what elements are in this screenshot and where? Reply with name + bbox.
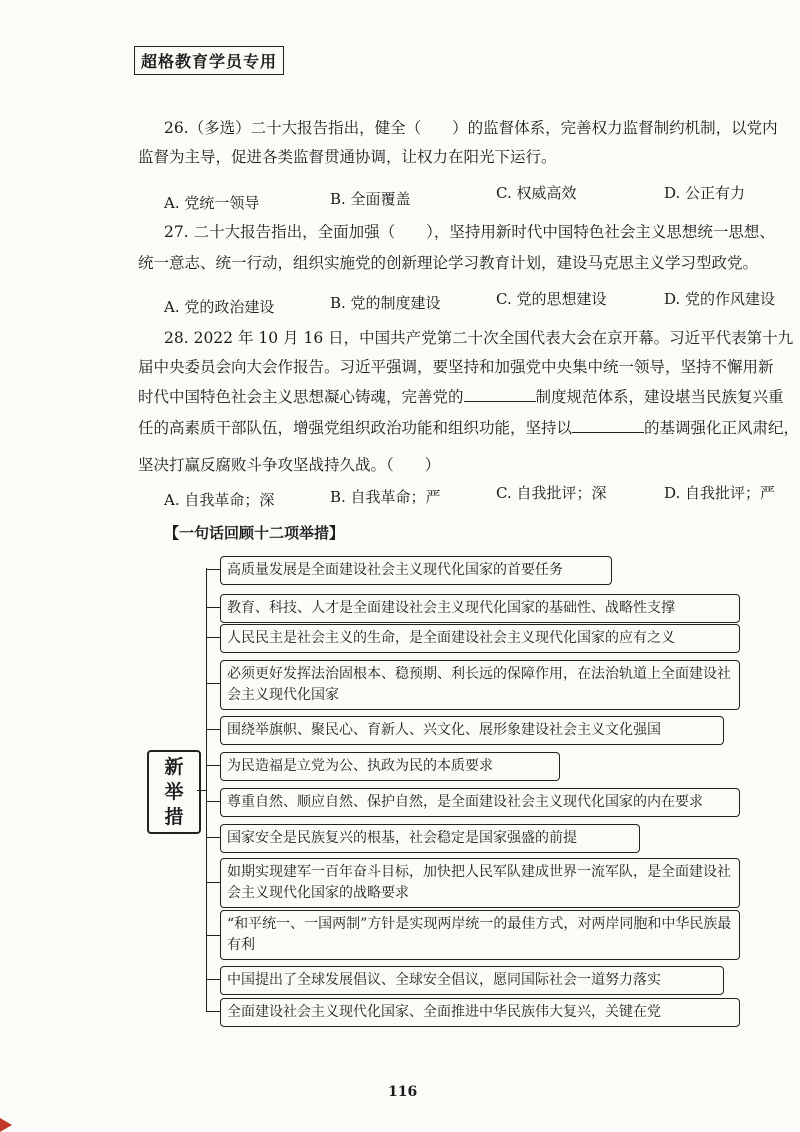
mindmap-root-char-3: 措 <box>164 805 184 828</box>
page-number: 116 <box>388 1084 418 1100</box>
q27-option-b: B. 党的制度建设 <box>330 294 441 312</box>
mindmap-item-2: 教育、科技、人才是全面建设社会主义现代化国家的基础性、战略性支撑 <box>220 594 740 623</box>
mindmap-root-char-2: 举 <box>164 780 184 803</box>
mindmap-item-10: “和平统一、一国两制”方针是实现两岸统一的最佳方式，对两岸同胞和中华民族最有利 <box>220 910 740 960</box>
connector-8 <box>206 837 220 838</box>
q28-option-b: B. 自我革命；严 <box>330 488 441 506</box>
connector-3 <box>206 637 220 638</box>
mindmap-item-3: 人民民主是社会主义的生命，是全面建设社会主义现代化国家的应有之义 <box>220 624 740 653</box>
connector-6 <box>206 765 220 766</box>
connector-9 <box>206 882 220 883</box>
q28-option-a: A. 自我革命；深 <box>164 491 275 509</box>
q28-line-4a: 任的高素质干部队伍，增强党组织政治功能和组织功能，坚持以 <box>138 419 573 437</box>
mindmap-spine <box>206 568 207 1012</box>
mindmap-item-5: 围绕举旗帜、聚民心、育新人、兴文化、展形象建设社会主义文化强国 <box>220 716 724 745</box>
q28-line-5: 坚决打赢反腐败斗争攻坚战持久战。（ ） <box>138 456 441 474</box>
mindmap-item-8: 国家安全是民族复兴的根基，社会稳定是国家强盛的前提 <box>220 824 640 853</box>
mindmap-item-12: 全面建设社会主义现代化国家、全面推进中华民族伟大复兴，关键在党 <box>220 998 740 1027</box>
connector-5 <box>206 729 220 730</box>
q27-line-1: 27. 二十大报告指出，全面加强（ ），坚持用新时代中国特色社会主义思想统一思想、 <box>164 223 775 241</box>
connector-7 <box>206 801 220 802</box>
q26-option-c: C. 权威高效 <box>496 184 577 202</box>
q28-line-1: 28. 2022 年 10 月 16 日，中国共产党第二十次全国代表大会在京开幕。习近平代表第十九 <box>164 329 794 347</box>
mindmap-item-4: 必须更好发挥法治固根本、稳预期、利长远的保障作用，在法治轨道上全面建设社会主义现代化国家 <box>220 660 740 710</box>
q26-line-1: 26.（多选）二十大报告指出，健全（ ）的监督体系，完善权力监督制约机制，以党内 <box>164 119 778 137</box>
q28-line-4b: 的基调强化正风肃纪， <box>644 419 800 437</box>
corner-mark <box>0 1118 12 1132</box>
header-tag: 超格教育学员专用 <box>134 46 284 75</box>
q28-option-c: C. 自我批评；深 <box>496 484 607 502</box>
q26-line-2: 监督为主导，促进各类监督贯通协调，让权力在阳光下运行。 <box>138 148 557 166</box>
q28-line-2: 届中央委员会向大会作报告。习近平强调，要坚持和加强党中央集中统一领导，坚持不懈用新 <box>138 358 774 376</box>
blank-1 <box>464 387 536 402</box>
q26-option-b: B. 全面覆盖 <box>330 190 411 208</box>
connector-4 <box>206 683 220 684</box>
connector-2 <box>206 607 220 608</box>
mindmap-root <box>147 750 201 834</box>
blank-2 <box>572 418 644 433</box>
q28-line-4 <box>138 416 799 438</box>
connector-11 <box>206 979 220 980</box>
q27-option-c: C. 党的思想建设 <box>496 290 607 308</box>
connector-10 <box>206 935 220 936</box>
connector-12 <box>206 1011 220 1012</box>
mindmap-item-6: 为民造福是立党为公、执政为民的本质要求 <box>220 752 560 781</box>
q27-line-2: 统一意志、统一行动，组织实施党的创新理论学习教育计划，建设马克思主义学习型政党。 <box>138 254 759 272</box>
q28-option-d: D. 自我批评；严 <box>664 484 776 502</box>
mindmap-item-11: 中国提出了全球发展倡议、全球安全倡议，愿同国际社会一道努力落实 <box>220 966 724 995</box>
mindmap-root-char-1: 新 <box>164 755 184 778</box>
q26-option-a: A. 党统一领导 <box>164 194 260 212</box>
connector-1 <box>206 569 220 570</box>
q28-line-3b: 制度规范体系，建设堪当民族复兴重 <box>535 388 784 406</box>
q28-line-3 <box>138 385 784 407</box>
q28-line-3a: 时代中国特色社会主义思想凝心铸魂，完善党的 <box>138 388 464 406</box>
section-title: 【一句话回顾十二项举措】 <box>164 524 345 542</box>
q27-option-a: A. 党的政治建设 <box>164 298 275 316</box>
mindmap-item-7: 尊重自然、顺应自然、保护自然，是全面建设社会主义现代化国家的内在要求 <box>220 788 740 817</box>
mindmap-item-1: 高质量发展是全面建设社会主义现代化国家的首要任务 <box>220 556 612 585</box>
mindmap-item-9: 如期实现建军一百年奋斗目标，加快把人民军队建成世界一流军队，是全面建设社会主义现代化国家的战略要求 <box>220 858 740 908</box>
q27-option-d: D. 党的作风建设 <box>664 290 776 308</box>
q26-option-d: D. 公正有力 <box>664 184 746 202</box>
